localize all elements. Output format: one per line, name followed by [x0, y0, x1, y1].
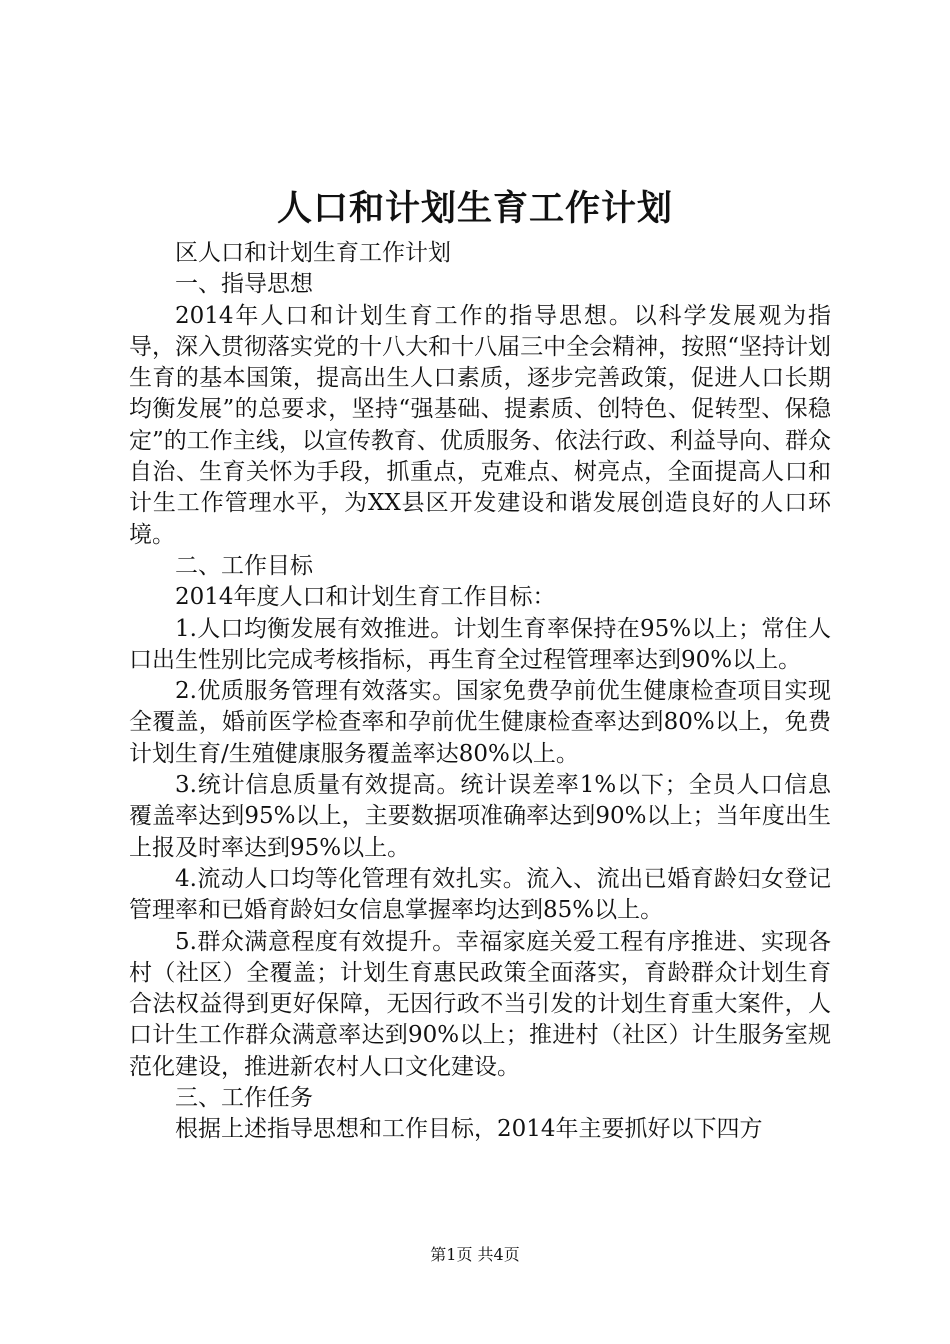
goal-item-1: 1.人口均衡发展有效推进。计划生育率保持在95%以上；常住人口出生性别比完成考核指标，再生育全过程管理率达到90%以上。 — [129, 615, 831, 673]
heading-work-goals: 二、工作目标 — [175, 552, 313, 579]
paragraph-subtitle: 区人口和计划生育工作计划 — [175, 240, 451, 266]
goal-item-3: 3.统计信息质量有效提高。统计误差率1%以下；全员人口信息覆盖率达到95%以上，主要数据项准确率达到90%以上；当年度出生上报及时率达到95%以上。 — [129, 772, 831, 861]
heading-work-tasks: 三、工作任务 — [175, 1085, 313, 1112]
paragraph-goals-intro: 2014年度人口和计划生育工作目标： — [175, 584, 556, 611]
goal-item-2: 2.优质服务管理有效落实。国家免费孕前优生健康检查项目实现全覆盖，婚前医学检查率和孕前优生健康检查率达到80%以上，免费计划生育/生殖健康服务覆盖率达80%以上。 — [129, 678, 831, 767]
page-footer: 第1页 共4页 — [430, 1245, 520, 1264]
heading-guiding-ideology: 一、指导思想 — [175, 271, 313, 298]
document-title: 人口和计划生育工作计划 — [276, 188, 673, 229]
goal-item-5: 5.群众满意程度有效提升。幸福家庭关爱工程有序推进、实现各村（社区）全覆盖；计划生育惠民政策全面落实，育龄群众计划生育合法权益得到更好保障，无因行政不当引发的计划生育重大案件，人口计生工作群众满意率达到90%以上；推进村（社区）计生服务室规范化建设，推进新农村人口文化建设。 — [129, 928, 831, 1080]
goal-item-4: 4.流动人口均等化管理有效扎实。流入、流出已婚育龄妇女登记管理率和已婚育龄妇女信息掌握率均达到85%以上。 — [129, 865, 831, 924]
paragraph-guiding-ideology: 2014年人口和计划生育工作的指导思想。以科学发展观为指导，深入贯彻落实党的十八大和十八届三中全会精神，按照“坚持计划生育的基本国策，提高出生人口素质，逐步完善政策，促进人口长期均衡发展”的总要求，坚持“强基础、提素质、创特色、促转型、保稳定”的工作主线，以宣传教育、优质服务、依法行政、利益导向、群众自治、生育关怀为手段，抓重点，克难点、树亮点，全面提高人口和计生工作管理水平，为XX县区开发建设和谐发展创造良好的人口环境。 — [129, 302, 831, 548]
paragraph-tasks-intro: 根据上述指导思想和工作目标，2014年主要抓好以下四方 — [175, 1116, 763, 1143]
document-body — [129, 238, 831, 1146]
